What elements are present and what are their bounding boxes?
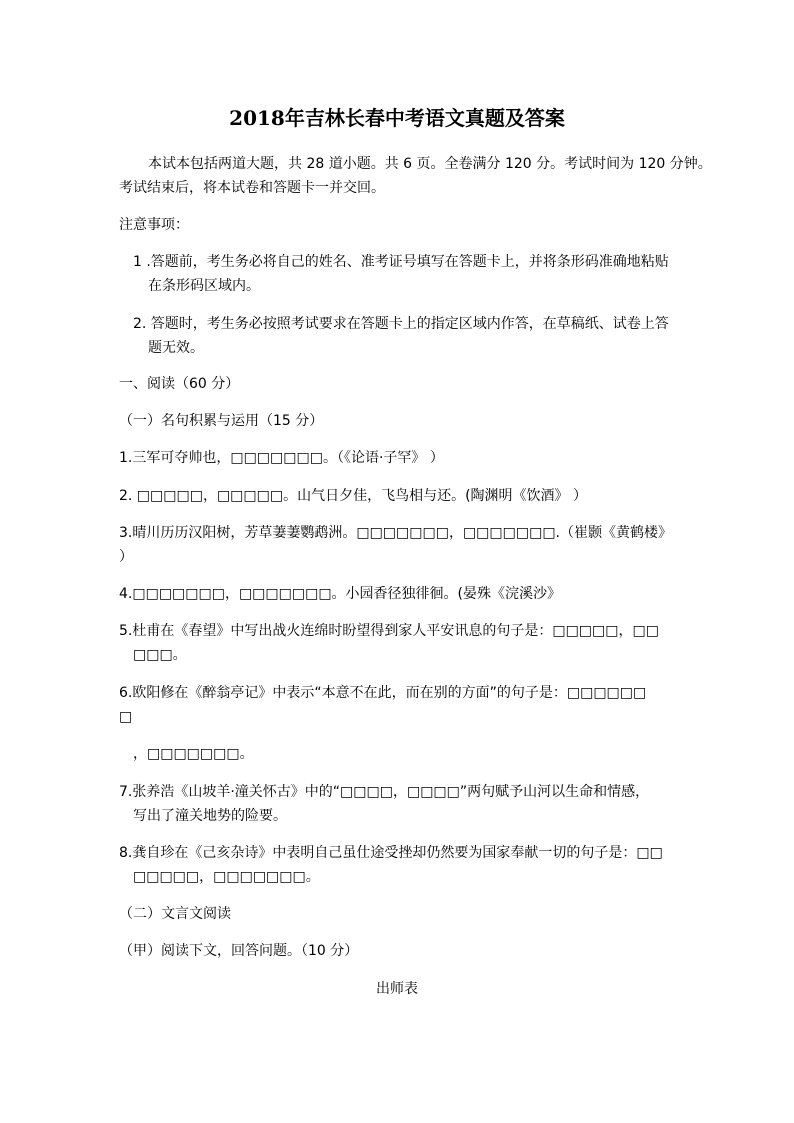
section-1-heading: 一、阅读（60 分）	[119, 376, 240, 392]
page-title: 2018年吉林长春中考语文真题及答案	[229, 106, 565, 130]
question-8-line-1: 8.龚自珍在《己亥杂诗》中表明自己虽仕途受挫却仍然要为国家奉献一切的句子是：□□	[119, 845, 663, 861]
passage-title: 出师表	[376, 981, 418, 997]
part-1-heading: （一）名句积累与运用（15 分）	[119, 413, 324, 429]
question-4: 4.□□□□□□□，□□□□□□□。小园香径独徘徊。(晏殊《浣溪沙》	[119, 586, 562, 602]
notice-item-2-line-1: 2. 答题时，考生务必按照考试要求在答题卡上的指定区域内作答，在草稿纸、试卷上答	[133, 316, 669, 332]
notice-item-2-line-2: 题无效。	[148, 340, 204, 356]
question-8-line-2: □□□□□，□□□□□□□。	[133, 869, 320, 885]
part-a-heading: （甲）阅读下文，回答问题。（10 分）	[119, 943, 359, 959]
question-5-line-2: □□□。	[133, 647, 187, 663]
question-3-line-2: ）	[119, 549, 133, 565]
notice-item-1-line-2: 在条形码区域内。	[148, 278, 260, 294]
intro-line-1: 本试本包括两道大题，共 28 道小题。共 6 页。全卷满分 120 分。考试时间为 120 分钟。	[148, 156, 712, 172]
question-6-line-3: ，□□□□□□□。	[133, 746, 254, 762]
question-6-line-2: □	[119, 709, 133, 725]
question-7-line-1: 7.张养浩《山坡羊·潼关怀古》中的“□□□□，□□□□”两句赋予山河以生命和情感，	[119, 784, 650, 800]
question-2: 2. □□□□□，□□□□□。山气日夕佳，飞鸟相与还。(陶渊明《饮酒》 ）	[119, 488, 587, 504]
notice-heading: 注意事项：	[119, 217, 189, 233]
question-3-line-1: 3.晴川历历汉阳树，芳草萋萋鹦鹉洲。□□□□□□□，□□□□□□□.（崔颢《黄鹤楼》	[119, 525, 672, 541]
part-2-heading: （二）文言文阅读	[119, 906, 231, 922]
notice-item-1-line-1: 1 .答题前，考生务必将自己的姓名、准考证号填写在答题卡上，并将条形码准确地粘贴	[133, 254, 669, 270]
question-1: 1.三军可夺帅也，□□□□□□□。（《论语·子罕》 ）	[119, 450, 444, 466]
question-7-line-2: 写出了潼关地势的险要。	[133, 808, 287, 824]
question-5-line-1: 5.杜甫在《春望》中写出战火连绵时盼望得到家人平安讯息的句子是：□□□□□，□□	[119, 623, 659, 639]
question-6-line-1: 6.欧阳修在《醉翁亭记》中表示“本意不在此，而在别的方面”的句子是：□□□□□□	[119, 685, 647, 701]
intro-line-2: 考试结束后，将本试卷和答题卡一并交回。	[119, 180, 385, 196]
